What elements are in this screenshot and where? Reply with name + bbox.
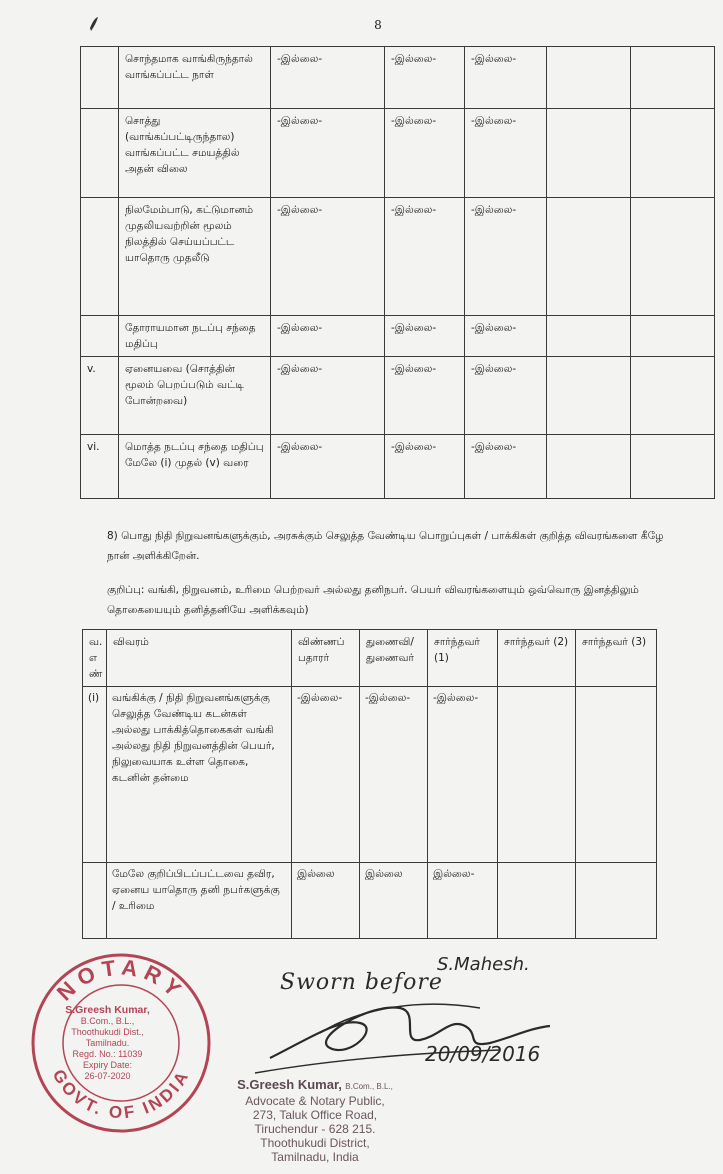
- notary-address-stamp: [210, 1078, 420, 1164]
- liabilities-table: [82, 629, 657, 939]
- table-row: [81, 357, 715, 435]
- value-cell: -இல்லை-: [271, 109, 385, 198]
- row-description: மேலே குறிப்பிடப்பட்டவை தவிர, ஏனைய யாதொரு தனி நபர்களுக்கு / உரிமை: [107, 863, 292, 939]
- ink-mark: [86, 14, 102, 34]
- stamp-expiry-label: Expiry Date:: [82, 1060, 133, 1070]
- handwritten-signature: [250, 948, 580, 1088]
- row-description: சொந்தமாக வாங்கிருந்தால் வாங்கப்பட்ட நாள்: [119, 47, 271, 109]
- value-cell: இல்லை-: [428, 863, 498, 939]
- row-description: நிலமேம்பாடு, கட்டுமானம் முதலியவற்றின் மூலம் நிலத்தில் செய்யப்பட்ட யாதொரு முதலீடு: [119, 198, 271, 316]
- row-number: [81, 109, 119, 198]
- empty-cell: [631, 435, 715, 499]
- value-cell: -இல்லை-: [360, 687, 428, 863]
- value-cell: -இல்லை-: [385, 198, 465, 316]
- notary-name: S.Greesh Kumar,: [237, 1077, 342, 1092]
- empty-cell: [547, 47, 631, 109]
- table-row: [81, 47, 715, 109]
- empty-cell: [576, 687, 657, 863]
- column-header: துணைவி/ துணைவர்: [360, 630, 428, 687]
- stamp-expiry: 26-07-2020: [84, 1071, 131, 1081]
- stamp-district: Thoothukudi Dist.,: [71, 1027, 144, 1037]
- value-cell: -இல்லை-: [271, 316, 385, 357]
- table-row: [83, 687, 657, 863]
- empty-cell: [576, 863, 657, 939]
- empty-cell: [547, 198, 631, 316]
- header-row: [83, 630, 657, 687]
- stamp-details: [60, 1005, 155, 1082]
- assets-table: [80, 46, 715, 499]
- column-header: வ. எ ண்: [83, 630, 107, 687]
- value-cell: -இல்லை-: [465, 198, 547, 316]
- table-row: [81, 198, 715, 316]
- value-cell: -இல்லை-: [271, 435, 385, 499]
- value-cell: -இல்லை-: [385, 357, 465, 435]
- table-row: [81, 316, 715, 357]
- value-cell: -இல்லை-: [385, 109, 465, 198]
- value-cell: -இல்லை-: [271, 357, 385, 435]
- row-number: v.: [81, 357, 119, 435]
- value-cell: இல்லை: [292, 863, 360, 939]
- stamp-name: S.Greesh Kumar,: [65, 1004, 150, 1016]
- address-line-4: Tamilnadu, India: [271, 1150, 359, 1164]
- table-row: [83, 863, 657, 939]
- table-row: [81, 435, 715, 499]
- value-cell: -இல்லை-: [465, 435, 547, 499]
- row-number: [81, 316, 119, 357]
- stamp-ring-top: NOTARY: [51, 954, 191, 1006]
- empty-cell: [631, 316, 715, 357]
- value-cell: -இல்லை-: [271, 198, 385, 316]
- value-cell: -இல்லை-: [292, 687, 360, 863]
- signature-date: 20/09/2016: [425, 1042, 541, 1066]
- empty-cell: [547, 316, 631, 357]
- stamp-state: Tamilnadu.: [85, 1038, 130, 1048]
- row-description: தோராயமான நடப்பு சந்தை மதிப்பு: [119, 316, 271, 357]
- assets-table-body: [81, 47, 715, 499]
- notary-title: Advocate & Notary Public,: [245, 1094, 385, 1108]
- empty-cell: [547, 109, 631, 198]
- row-number: [81, 47, 119, 109]
- stamp-regd: Regd. No.: 11039: [72, 1049, 143, 1059]
- value-cell: -இல்லை-: [428, 687, 498, 863]
- value-cell: -இல்லை-: [465, 357, 547, 435]
- column-header: சார்ந்தவர் (1): [428, 630, 498, 687]
- column-header: விவரம்: [107, 630, 292, 687]
- value-cell: -இல்லை-: [271, 47, 385, 109]
- value-cell: -இல்லை-: [385, 47, 465, 109]
- row-number: [81, 198, 119, 316]
- row-number: (i): [83, 687, 107, 863]
- liabilities-table-body: [83, 687, 657, 939]
- column-header: சார்ந்தவர் (2): [498, 630, 576, 687]
- value-cell: -இல்லை-: [465, 109, 547, 198]
- empty-cell: [498, 863, 576, 939]
- row-description: ஏனையவை (சொத்தின் மூலம் பெறப்படும் வட்டி போன்றவை): [119, 357, 271, 435]
- value-cell: -இல்லை-: [385, 435, 465, 499]
- notary-qualification: B.Com., B.L.,: [345, 1082, 393, 1091]
- row-number: [83, 863, 107, 939]
- empty-cell: [631, 47, 715, 109]
- value-cell: -இல்லை-: [465, 47, 547, 109]
- empty-cell: [631, 109, 715, 198]
- empty-cell: [547, 435, 631, 499]
- section-8-note: குறிப்பு: வங்கி, நிறுவனம், உரிமை பெற்றவர் அல்லது தனிநபர். பெயர் விவரங்களையும் ஒவ்வொரு இனத்திலும் தொகையையும் தனித்தனியே அளிக்கவும்): [107, 584, 639, 616]
- row-number: vi.: [81, 435, 119, 499]
- address-line-2: Tiruchendur - 628 215.: [254, 1122, 376, 1136]
- value-cell: இல்லை: [360, 863, 428, 939]
- svg-text:NOTARY: [52, 954, 190, 1005]
- section-8-intro: 8) பொது நிதி நிறுவனங்களுக்கும், அரசுக்கும் செலுத்த வேண்டிய பொறுப்புகள் / பாக்கிகள் குறித்த விவரங்களை கீழே நான் அளிக்கிறேன்.: [107, 530, 664, 562]
- address-line-3: Thoothukudi District,: [260, 1136, 370, 1150]
- sworn-before-note: Sworn before: [280, 970, 443, 995]
- row-description: சொத்து (வாங்கப்பட்டிருந்தால) வாங்கப்பட்ட சமயத்தில் அதன் விலை: [119, 109, 271, 198]
- address-line-1: 273, Taluk Office Road,: [252, 1108, 378, 1122]
- signer-name: S.Mahesh.: [437, 954, 530, 975]
- row-description: மொத்த நடப்பு சந்தை மதிப்பு மேலே (i) முதல் (v) வரை: [119, 435, 271, 499]
- row-description: வங்கிக்கு / நிதி நிறுவனங்களுக்கு செலுத்த வேண்டிய கடன்கள் அல்லது பாக்கித்தொகைகள் வங்கி அல்லது நிதி நிறுவனத்தின் பெயர், நிலுவையாக உள்ள தொகை, கடனின் தன்மை: [107, 687, 292, 863]
- column-header: விண்ணப் பதாரர்: [292, 630, 360, 687]
- table-row: [81, 109, 715, 198]
- stamp-ring-bottom: GOVT. OF INDIA: [48, 1066, 194, 1123]
- value-cell: -இல்லை-: [385, 316, 465, 357]
- column-header: சார்ந்தவர் (3): [576, 630, 657, 687]
- stamp-degree: B.Com., B.L.,: [80, 1016, 135, 1026]
- value-cell: -இல்லை-: [465, 316, 547, 357]
- empty-cell: [631, 357, 715, 435]
- page-number: 8: [374, 18, 382, 32]
- liabilities-table-header: [83, 630, 657, 687]
- empty-cell: [498, 687, 576, 863]
- empty-cell: [547, 357, 631, 435]
- empty-cell: [631, 198, 715, 316]
